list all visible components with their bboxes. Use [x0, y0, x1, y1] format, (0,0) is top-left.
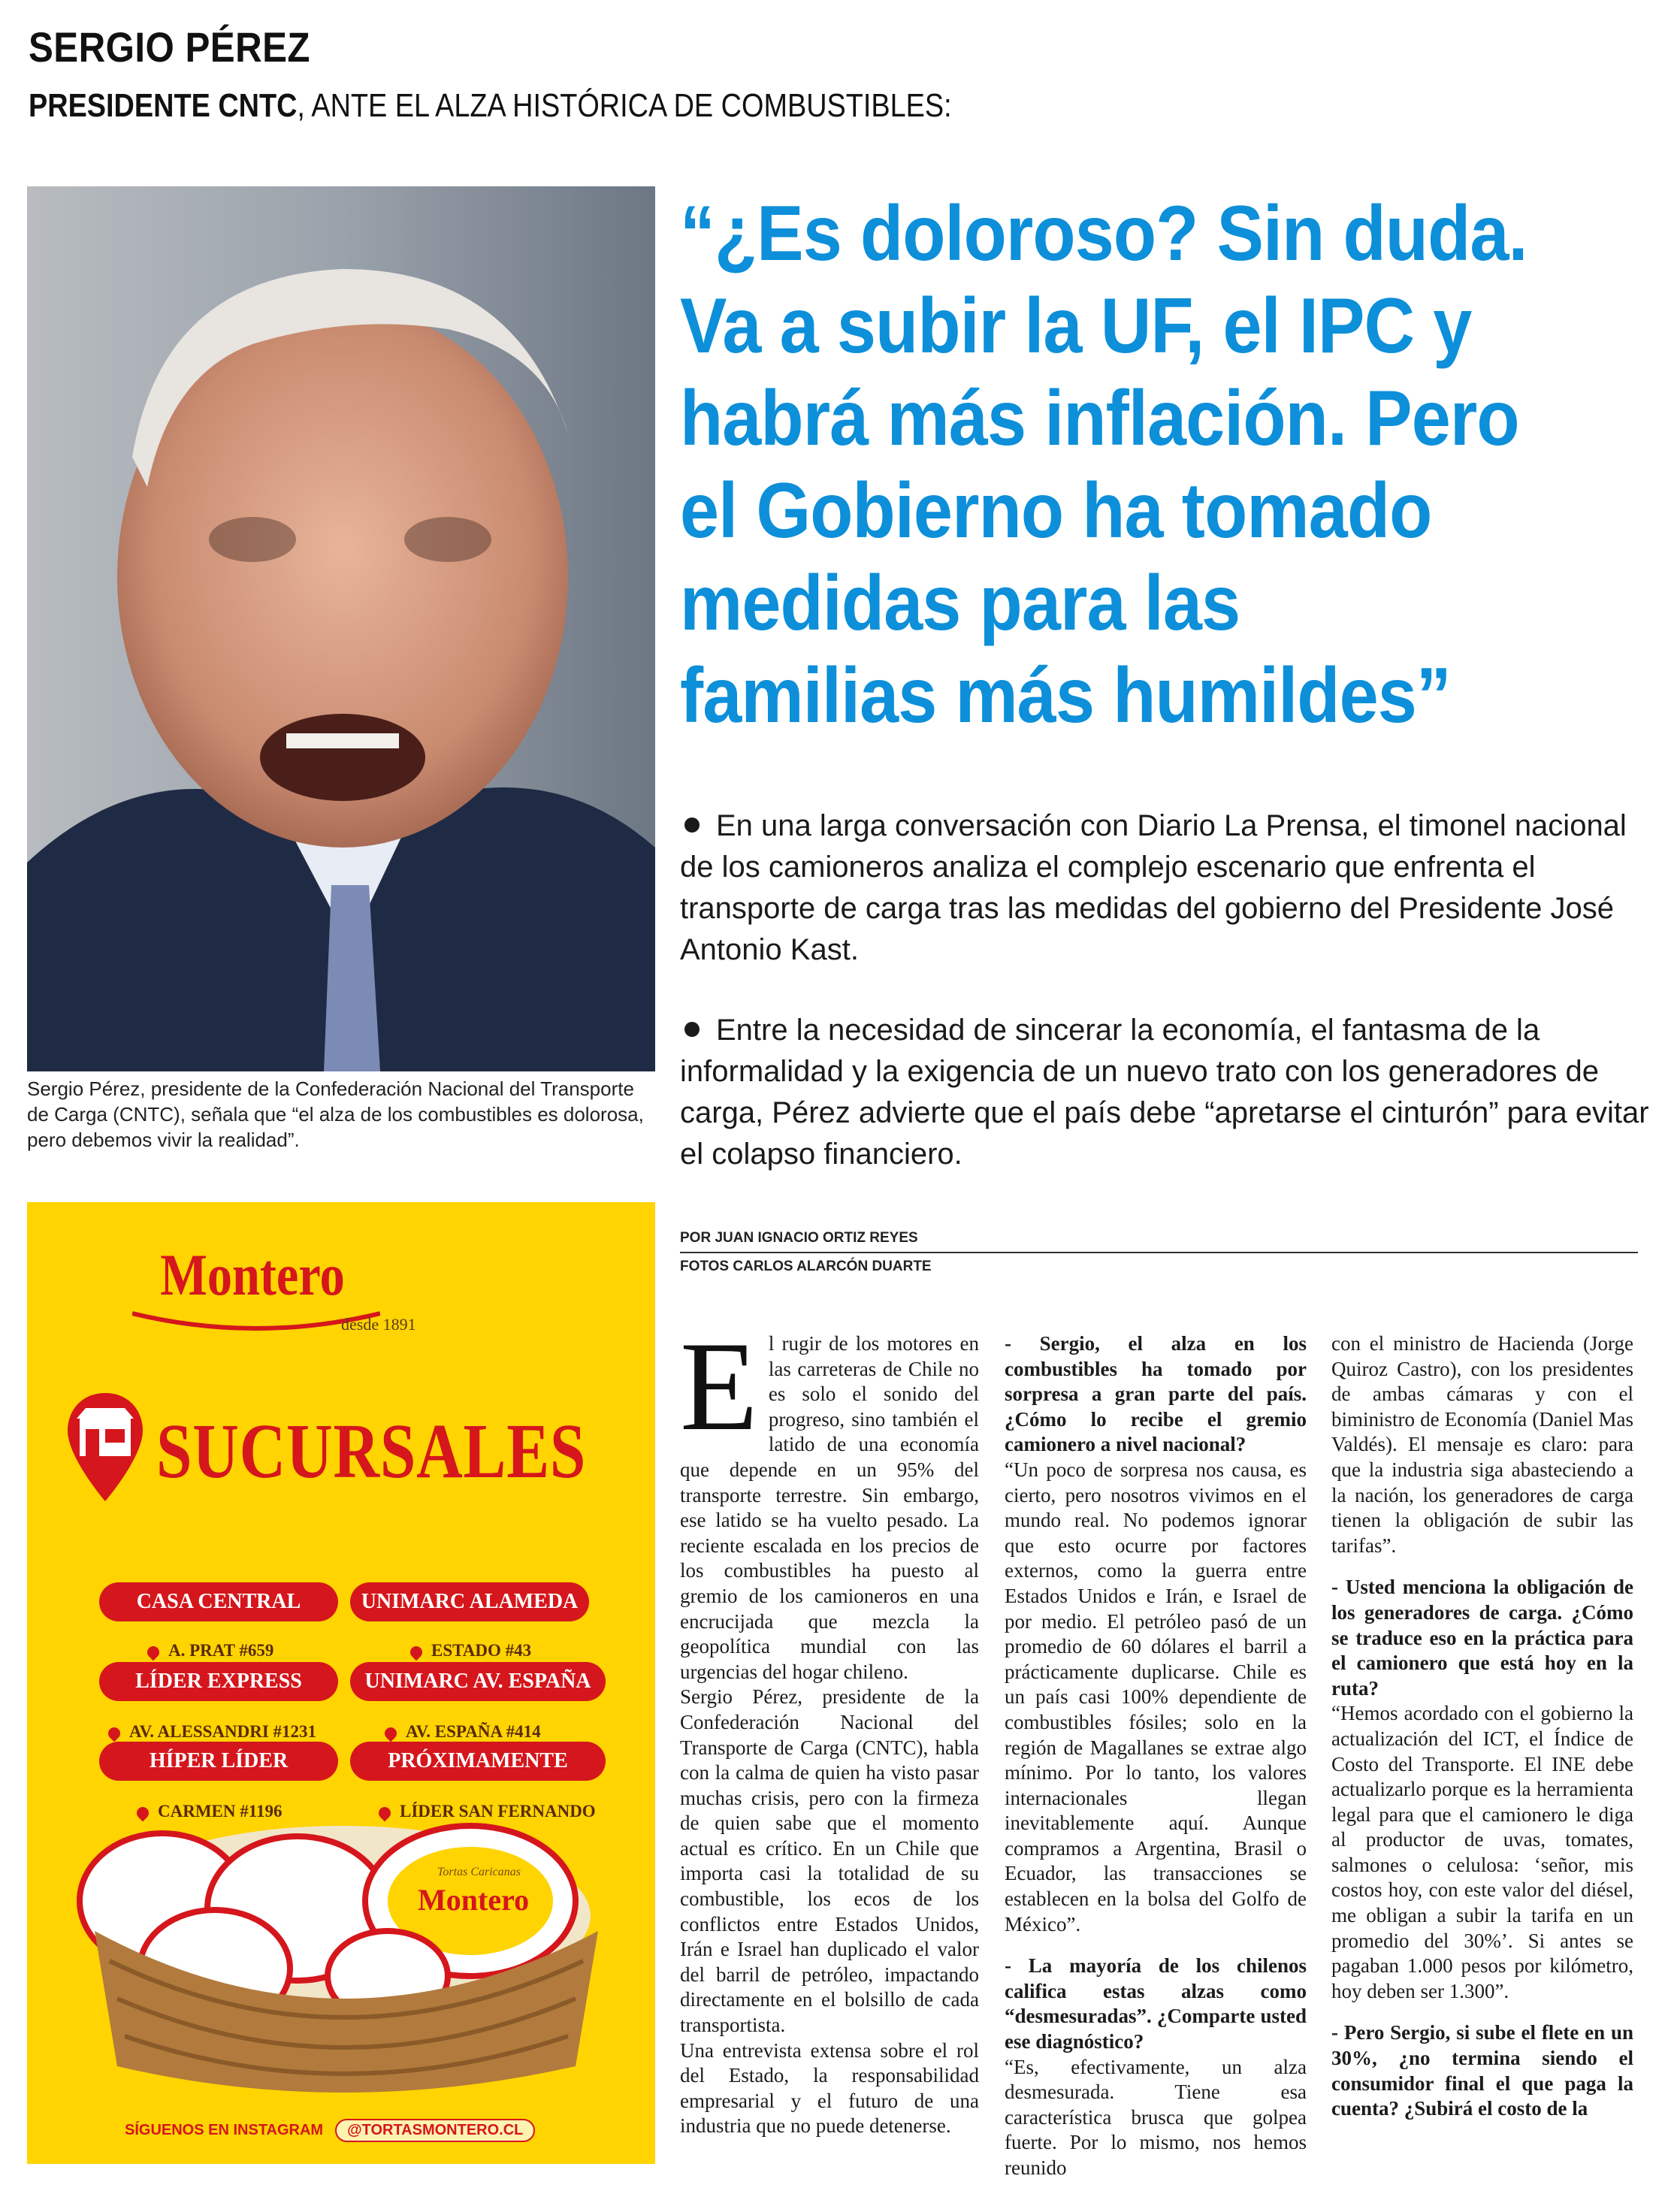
interview-answer: “Hemos acordado con el gobierno la actualización del ICT, el Índice de Costo del Transporte. El INE debe actualizarlo porque es la herramienta legal para que el camionero le diga al productor de uvas, tomates, salmones o celulosa: ‘señor, mis costos hoy, con este valor del diésel, me obligan a subir la tarifa en un promedio del 30%’. Si antes se pagaban 1.000 pesos por kilómetro, hoy deben ser 1.300”.	[1331, 1702, 1633, 2002]
article-kicker-subtitle	[29, 87, 952, 125]
product-brand-label: Montero	[418, 1883, 530, 1917]
store-name-pill: LÍDER EXPRESS	[99, 1662, 338, 1701]
byline-author: POR JUAN IGNACIO ORTIZ REYES	[680, 1230, 918, 1246]
bullet-dot-icon	[684, 1022, 700, 1037]
interview-question: - La mayoría de los chilenos califica estas alzas como “desmesuradas”. ¿Comparte usted ese diagnóstico?	[1005, 1954, 1307, 2053]
byline-photos: FOTOS CARLOS ALARCÓN DUARTE	[680, 1259, 932, 1274]
interview-answer: “Un poco de sorpresa nos causa, es cierto, pero nosotros vivimos en el mundo real. No podemos ignorar que esto ocurre por factores externos, como la guerra entre Estados Unidos e Irán, e Israel de por medio. El petróleo pasó de un promedio de 60 dólares el barril a prácticamente duplicarse. Chile es un país casi 100% dependiente de combustibles fósiles; solo en la región de Magallanes se extrae algo mínimo. Por lo tanto, los valores internacionales llegan inevitablemente aquí. Aunque compramos a Argentina, Brasil o Ecuador, las transacciones se establecen en la bolsa del Golfo de México”.	[1005, 1458, 1307, 1936]
article-paragraph: Sergio Pérez, presidente de la Confederación Nacional del Transporte de Carga (CNTC), habla con la calma de quien ha visto pasar muchas crisis, pero con la firmeza de quien sabe que el momento actual es crítico. En un Chile que importa casi la totalidad de su combustible, los ecos de los conflictos entre Estados Unidos, Irán e Israel han duplicado el valor del barril de petróleo, impactando directamente en el bolsillo de cada transportista.	[680, 1685, 979, 2037]
summary-bullets	[680, 805, 1649, 1214]
ad-title: SUCURSALES	[156, 1408, 587, 1494]
photo-caption: Sergio Pérez, presidente de la Confederación Nacional del Transporte de Carga (CNTC), señala que “el alza de los combustibles es dolorosa, pero debemos vivir la realidad”.	[27, 1077, 644, 1151]
byline-divider	[680, 1252, 1638, 1253]
interview-question: - Pero Sergio, si sube el flete en un 30%, ¿no termina siendo el consumidor final el que paga la cuenta? ¿Subirá el costo de la	[1331, 2021, 1633, 2120]
headline-line: “¿Es doloroso? Sin duda.	[680, 190, 1527, 277]
interview-question: - Usted menciona la obligación de los generadores de carga. ¿Cómo se traduce eso en la práctica para el camionero que está hoy en la ruta?	[1331, 1576, 1633, 1700]
article-column-1	[680, 1316, 979, 2139]
store-name-pill: UNIMARC ALAMEDA	[350, 1582, 589, 1621]
kicker-subtitle-text: , ANTE EL ALZA HISTÓRICA DE COMBUSTIBLES:	[297, 87, 952, 124]
kicker-role: PRESIDENTE CNTC	[29, 87, 298, 124]
article-column-2	[1005, 1331, 1307, 2181]
article-kicker-name: SERGIO PÉREZ	[29, 23, 310, 71]
bullet-text: Entre la necesidad de sincerar la economía, el fantasma de la informalidad y la exigencia de un nuevo trato con los generadores de carga, Pérez advierte que el país debe “apretarse el cinturón” para evitar el colapso financiero.	[680, 1014, 1649, 1171]
bullet-text: En una larga conversación con Diario La Prensa, el timonel nacional de los camioneros analiza el complejo escenario que enfrenta el transporte de carga tras las medidas del gobierno del Presidente José Antonio Kast.	[680, 809, 1627, 966]
headline-line: habrá más inflación. Pero	[680, 375, 1519, 462]
article-paragraph: Una entrevista extensa sobre el rol del Estado, la responsabilidad empresarial y el futuro de una industria que no puede detenerse.	[680, 2038, 979, 2138]
product-basket-image	[27, 1818, 655, 2104]
store-address	[147, 1641, 273, 1661]
store-address	[410, 1641, 531, 1661]
portrait-photo	[27, 186, 655, 1071]
store-pin-icon	[60, 1389, 150, 1509]
headline-quote	[680, 188, 1649, 742]
location-pin-icon	[408, 1643, 425, 1661]
headline-line: el Gobierno ha tomado	[680, 467, 1432, 555]
store-address-text: ESTADO #43	[431, 1641, 532, 1660]
interview-answer: “Es, efectivamente, un alza desmesurada. Tiene esa característica brusca que golpea fuerte. Por lo mismo, nos hemos reunido	[1005, 2055, 1307, 2179]
store-name-pill: CASA CENTRAL	[99, 1582, 338, 1621]
location-pin-icon	[145, 1643, 162, 1661]
montero-logo: Montero	[160, 1242, 345, 1307]
store-address-text: AV. ALESSANDRI #1231	[129, 1722, 317, 1741]
article-column-3	[1331, 1331, 1633, 2122]
interview-question: - Sergio, el alza en los combustibles ha tomado por sorpresa a gran parte del país. ¿Cómo lo recibe el gremio camionero a nivel nacional?	[1005, 1332, 1307, 1456]
store-address	[385, 1722, 541, 1742]
store-address	[108, 1722, 316, 1742]
bullet-dot-icon	[684, 817, 700, 833]
summary-bullet	[680, 805, 1649, 971]
product-type-label: Tortas Caricanas	[437, 1866, 521, 1878]
logo-since: desde 1891	[341, 1315, 416, 1334]
store-address-text: A. PRAT #659	[168, 1641, 274, 1660]
byline	[680, 1226, 1638, 1279]
location-pin-icon	[382, 1724, 400, 1742]
store-address-text: AV. ESPAÑA #414	[406, 1722, 541, 1741]
instagram-label: SÍGUENOS EN INSTAGRAM	[125, 2122, 324, 2138]
summary-bullet	[680, 1010, 1649, 1175]
store-name-pill: UNIMARC AV. ESPAÑA	[350, 1662, 606, 1701]
portrait-illustration	[27, 186, 655, 1071]
instagram-footer	[125, 2119, 535, 2142]
store-name-pill: PRÓXIMAMENTE	[350, 1742, 606, 1781]
headline-line: medidas para las	[680, 560, 1240, 647]
drop-cap: E	[680, 1316, 758, 1457]
montero-advertisement	[27, 1202, 655, 2164]
headline-line: familias más humildes”	[680, 652, 1451, 739]
store-address-text: LÍDER SAN FERNANDO	[400, 1802, 596, 1821]
headline-line: Va a subir la UF, el IPC y	[680, 283, 1472, 370]
instagram-handle[interactable]: @TORTASMONTERO.CL	[335, 2119, 535, 2142]
store-name-pill: HÍPER LÍDER	[99, 1742, 338, 1781]
article-paragraph: l rugir de los motores en las carreteras de Chile no es solo el sonido del progreso, sino también el latido de una economía que depende en un 95% del transporte terrestre. Sin embargo, ese latido se ha vuelto pesado. La reciente escalada en los precios de los combustibles ha puesto al gremio de los camioneros en una encrucijada que mezcla la geopolítica mundial con las urgencias del hogar chileno.	[680, 1332, 979, 1683]
interview-answer: con el ministro de Hacienda (Jorge Quiroz Castro), con los presidentes de ambas cámaras y con el biministro de Economía (Daniel Mas Valdés). El mensaje es claro: para que la industria siga abasteciendo a la nación, los generadores de carga tienen la obligación de subir las tarifas”.	[1331, 1332, 1633, 1557]
store-address-text: CARMEN #1196	[158, 1802, 283, 1821]
location-pin-icon	[106, 1724, 123, 1742]
